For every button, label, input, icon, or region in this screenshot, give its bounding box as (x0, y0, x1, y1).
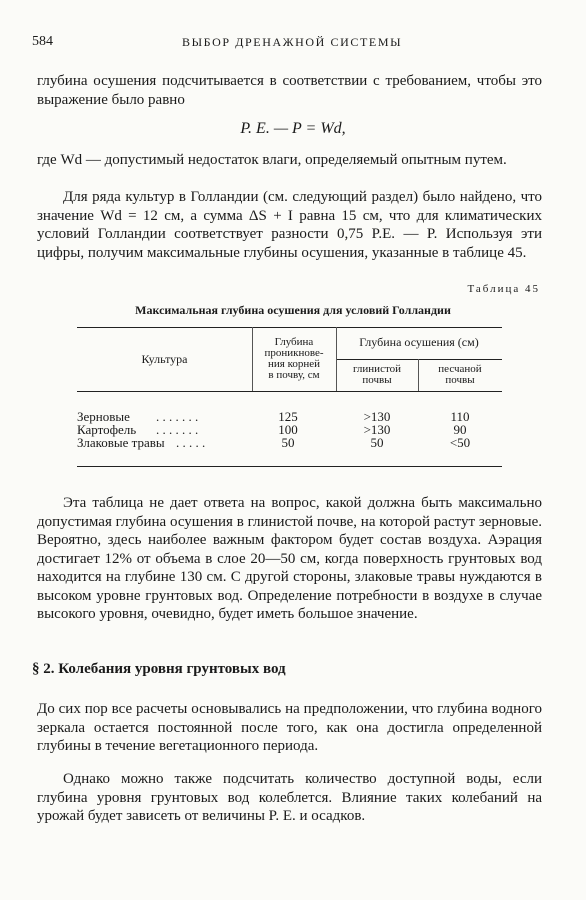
table-header-rule (77, 391, 502, 392)
header-crop: Культура (141, 352, 188, 366)
row-1-dots: . . . . . . . (156, 409, 199, 424)
formula: P. E. — P = Wd, (240, 120, 346, 137)
header-clay-1: глинистой (352, 363, 402, 375)
page-number: 584 (32, 34, 53, 49)
header-root-depth-2: проникнове- (264, 347, 324, 359)
row-3-dots: . . . . . (176, 435, 206, 450)
table-label: Таблица 45 (467, 283, 540, 295)
row-1-root: 125 (278, 409, 298, 424)
header-root-depth-3: ния корней (267, 358, 321, 370)
paragraph-1: глубина осушения подсчитывается в соответствии с требованием, чтобы это выражение было равно (37, 73, 542, 108)
running-header (32, 34, 546, 54)
row-1-sand: 110 (450, 409, 470, 424)
paragraph-5: До сих пор все расчеты основывались на предположении, что глубина водного зеркала остается постоянной после того, как она достигла определенной глубины в течение вегетационного периода. (37, 701, 542, 754)
table-caption: Максимальная глубина осушения для условий Голландии (135, 303, 451, 317)
row-2-crop: Картофель (77, 422, 137, 437)
header-clay-2: почвы (362, 374, 392, 386)
header-sand-1: песчаной (438, 363, 482, 375)
header-root-depth-1: Глубина (274, 336, 314, 348)
paragraph-6: Однако можно также подсчитать количество доступной воды, если глубина уровня грунтовых вод колеблется. Влияние таких колебаний на урожай будет зависеть от величины P. E. и осадков. (37, 771, 542, 824)
row-2-sand: 90 (453, 422, 467, 437)
row-3-root: 50 (281, 435, 295, 450)
row-2-clay: >130 (363, 422, 391, 437)
paragraph-4: Эта таблица не дает ответа на вопрос, какой должна быть максимально допустимая глубина осушения в глинистой почве, на которой растут зерновые. Вероятно, здесь наиболее важным фактором будет состав воздуха. Аэрация достигает 12% от объема в слое 20—50 см, когда поверхность грунтовых вод находится на глубине 130 см. С другой стороны, злаковые травы нуждаются в высоком уровне грунтовых вод. Определение потребности в воздухе в случае высокого уровня, очевидно, будет иметь большое значение. (37, 495, 542, 622)
table-bottom-rule (77, 466, 502, 467)
row-3-clay: 50 (370, 435, 384, 450)
row-2-dots: . . . . . . . (156, 422, 199, 437)
row-1-crop: Зерновые (77, 409, 130, 424)
header-root-depth-4: в почву, см (268, 369, 320, 381)
header-drain-depth: Глубина осушения (см) (359, 335, 479, 349)
table-mid-rule (336, 359, 502, 360)
section-heading: § 2. Колебания уровня грунтовых вод (32, 661, 286, 677)
row-2-root: 100 (278, 422, 298, 437)
paragraph-2: где Wd — допустимый недостаток влаги, определяемый опытным путем. (37, 152, 507, 168)
running-title: ВЫБОР ДРЕНАЖНОЙ СИСТЕМЫ (182, 35, 403, 49)
header-sand-2: почвы (445, 374, 475, 386)
paragraph-3: Для ряда культур в Голландии (см. следующий раздел) было найдено, что значение Wd = 12 см, а сумма ΔS + I равна 15 см, что для климатических условий Голландии соответствует разности 0,75 P.E. — P. Используя эти цифры, получим максимальные глубины осушения, указанные в таблице 45. (37, 189, 542, 261)
row-3-crop: Злаковые травы (77, 435, 165, 450)
table-top-rule (77, 327, 502, 328)
row-3-sand: <50 (449, 435, 471, 450)
row-1-clay: >130 (363, 409, 391, 424)
